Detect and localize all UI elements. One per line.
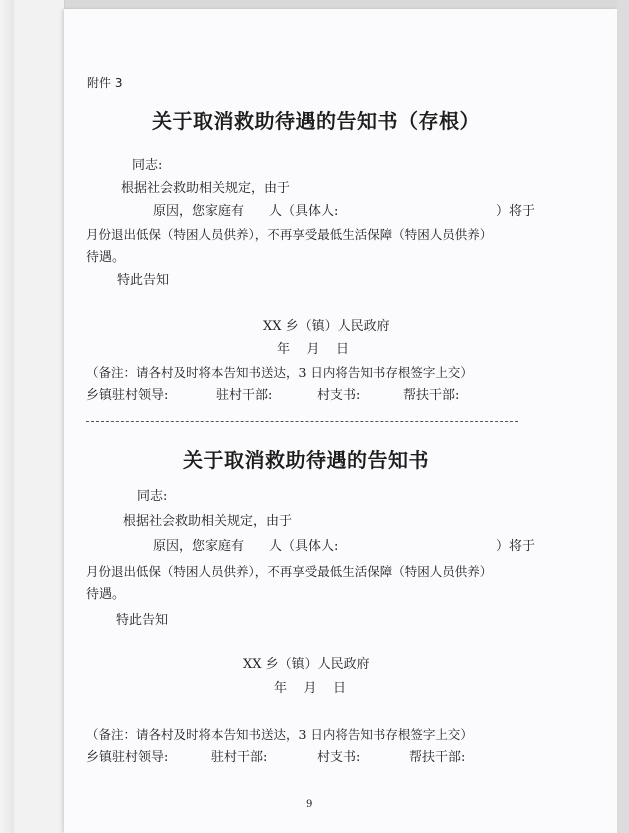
notice-date: 年 月 日 (274, 681, 347, 696)
stub-sig-village-cadre: 驻村干部: (216, 388, 273, 403)
document-page (64, 9, 617, 833)
notice-line-1: 根据社会救助相关规定，由于 (123, 514, 293, 529)
notice-sig-township: 乡镇驻村领导: (86, 750, 169, 765)
notice-line-2b: 人（具体人: (269, 539, 339, 554)
annex-label: 附件 3 (87, 76, 123, 90)
stub-line-3: 月份退出低保（特困人员供养），不再享受最低生活保障（特困人员供养） (86, 227, 493, 242)
notice-notice: 特此告知 (116, 613, 169, 628)
page-number: 9 (306, 799, 313, 810)
stub-line-2a: 原因，您家庭有 (153, 204, 245, 219)
cut-line (86, 421, 518, 422)
stub-line-1: 根据社会救助相关规定，由于 (121, 181, 291, 196)
notice-issuer: XX 乡（镇）人民政府 (243, 657, 370, 672)
stub-title: 关于取消救助待遇的告知书（存根） (152, 109, 480, 133)
stub-sig-township: 乡镇驻村领导: (86, 388, 169, 403)
stub-salutation: 同志: (132, 158, 163, 173)
notice-title: 关于取消救助待遇的告知书 (183, 448, 429, 472)
stub-sig-branch: 村支书: (317, 388, 361, 403)
stub-remark: （备注：请各村及时将本告知书送达，3 日内将告知书存根签字上交） (86, 365, 473, 380)
notice-salutation: 同志: (137, 489, 168, 504)
stub-notice: 特此告知 (117, 273, 170, 288)
notice-sig-village-cadre: 驻村干部: (211, 750, 268, 765)
stub-line-4: 待遇。 (86, 250, 126, 265)
scan-right-edge (617, 0, 629, 833)
scan-left-edge (0, 0, 14, 833)
stub-date: 年 月 日 (277, 342, 350, 357)
stub-line-2c: ）将于 (496, 204, 536, 219)
notice-line-4: 待遇。 (86, 587, 126, 602)
notice-line-2a: 原因，您家庭有 (153, 539, 245, 554)
stub-issuer: XX 乡（镇）人民政府 (263, 319, 390, 334)
scan-gutter (14, 0, 65, 833)
notice-line-2c: ）将于 (496, 539, 536, 554)
stub-line-2b: 人（具体人: (269, 204, 339, 219)
notice-sig-branch: 村支书: (317, 750, 361, 765)
notice-sig-helper: 帮扶干部: (409, 750, 466, 765)
stub-sig-helper: 帮扶干部: (403, 388, 460, 403)
notice-remark: （备注：请各村及时将本告知书送达，3 日内将告知书存根签字上交） (86, 727, 473, 742)
notice-line-3: 月份退出低保（特困人员供养），不再享受最低生活保障（特困人员供养） (86, 564, 493, 579)
